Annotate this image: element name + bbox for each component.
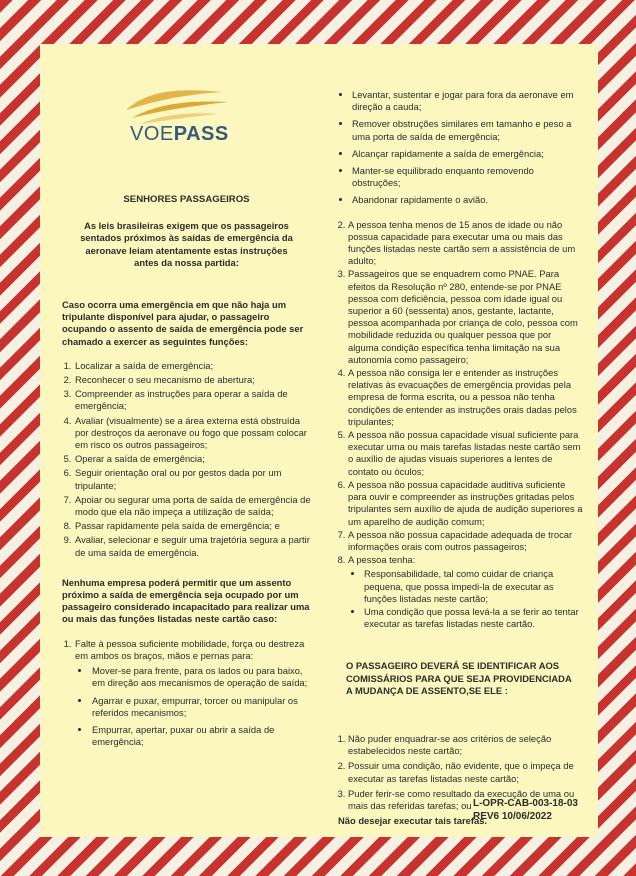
condition-text: Falte à pessoa suficiente mobilidade, força ou destreza em ambos os braços, mãos e pernas para: [75,637,305,661]
condition-8-bullets [348,568,584,630]
bullet-item: • Alcançar rapidamente a saída de emergência; [352,148,584,160]
bullet-item: • Uma condição que possa levá-la a se ferir ao tentar executar as tarefas listadas neste cartão. [364,606,584,630]
emergency-heading: Caso ocorra uma emergência em que não haja um tripulante disponível para ajudar, o passageiro ocupando o assento de saída de emergência pode ser chamado a exercer as seguintes funções: [62,299,304,347]
right-column [336,89,584,827]
bullet-item: • Mover-se para frente, para os lados ou para baixo, em direção aos mecanismos de operação de saída; [91,665,311,689]
doc-code-text: L-OPR-CAB-003-18-03 [472,798,578,809]
mobility-bullets [75,665,311,748]
condition-item [74,638,311,749]
bullet-item: • Manter-se equilibrado enquanto removendo obstruções; [352,165,584,189]
mobility-bullets-continued [336,89,584,207]
functions-list [62,360,311,559]
condition-item: 7. A pessoa não possua capacidade adequada de trocar informações orais com outros passageiros; [348,529,584,553]
function-item: 9. Avaliar, selecionar e seguir uma trajetória segura a partir de uma saída de emergência. [74,534,311,558]
function-item: 4. Avaliar (visualmente) se a área externa está obstruída por destroços da aeronave ou fogo que possam colocar em risco os outros passageiros; [74,415,311,452]
condition-item: 6. A pessoa não possua capacidade auditiva suficiente para ouvir e compreender as instruções gritadas pelos tripulantes sem auxílio de ajuda de audição superiores a um aparelho de audição comum; [348,479,584,528]
condition-item: 3. Passageiros que se enquadrem como PNAE. Para efeitos da Resolução nº 280, entende-se por PNAE pessoa com deficiência, pessoa com idade igual ou superior a 60 (sessenta) anos, gestante, lactante, pessoa acompanhada por criança de colo, pessoa com mobilidade reduzida ou qualquer pessoa que por alguma condição específica tenha limitação na sua autonomia como passageiro; [348,268,584,366]
conditions-list-continued [336,219,584,631]
condition-item [348,554,584,630]
document-code [473,797,578,823]
function-item: 2. Reconhecer o seu mecanismo de abertura; [74,374,311,386]
condition-text: A pessoa tenha: [348,554,416,566]
bullet-item: • Abandonar rapidamente o avião. [352,194,584,206]
no-company-text: Nenhuma empresa poderá permitir que um assento próximo a saída de emergência seja ocupado por um passageiro considerado incapacitado para realizar uma ou mais das funções listadas neste cartão caso: [62,576,310,625]
bullet-item: • Levantar, sustentar e jogar para fora da aeronave em direção a cauda; [352,89,584,113]
condition-item: 4. A pessoa não consiga ler e entender as instruções relativas às evacuações de emergência providas pela empresa de forma escrita, ou a pessoa não tenha condições de entender as instruções orais dadas pelos tripulantes; [348,367,584,428]
safety-card [40,44,598,837]
bullet-item: • Remover obstruções similares em tamanho e peso a uma porta de saída de emergência; [352,118,584,142]
conditions-list-start [62,638,311,749]
revision-text: REV6 10/06/2022 [472,811,552,822]
logo-text-voe: VOE [130,123,174,145]
function-item: 6. Seguir orientação oral ou por gestos dada por um tripulante; [74,467,311,491]
function-item: 5. Operar a saída de emergência; [74,453,311,465]
function-item: 3. Compreender as instruções para operar a saída de emergência; [74,388,311,412]
card-title: SENHORES PASSAGEIROS [123,194,250,205]
left-column [62,84,311,753]
voepass-logo [118,84,311,154]
bullet-item: • Responsabilidade, tal como cuidar de criança pequena, que possa impedi-la de executar as funções listadas neste cartão; [364,568,584,605]
bullet-item: • Empurrar, apertar, puxar ou abrir a saída de emergência; [91,724,311,748]
logo-wordmark [130,123,229,145]
condition-item: 2. A pessoa tenha menos de 15 anos de idade ou não possua capacidade para executar uma ou mais das funções listadas neste cartão sem a assistência de um adulto; [348,219,584,268]
logo-text-pass: PASS [173,123,229,145]
function-item: 1. Localizar a saída de emergência; [74,360,311,372]
warning-text: O PASSAGEIRO DEVERÁ SE IDENTIFICAR AOS COMISSÁRIOS PARA QUE SEJA PROVIDENCIADA A MUDANÇA DE ASSENTO,SE ELE : [346,660,572,696]
condition-item: 5. A pessoa não possua capacidade visual suficiente para executar uma ou mais tarefas listadas neste cartão sem o auxílio de ajudas visuais superiores a lentes de contato ou óculos; [348,429,584,478]
no-desire-text: Não desejar executar tais tarefas. [338,815,488,827]
bullet-item: • Agarrar e puxar, empurrar, torcer ou manipular os referidos mecanismos; [91,695,311,719]
intro-text: As leis brasileiras exigem que os passageiros sentados próximos às saídas de emergência da aeronave leiam atentamente estas instruções antes da nossa partida: [80,220,293,268]
final-item: 2. Possuir uma condição, não evidente, que o impeça de executar as tarefas listadas neste cartão; [348,760,584,784]
function-item: 7. Apoiar ou segurar uma porta de saída de emergência de modo que ela não impeça a utilização de saída; [74,494,311,518]
function-item: 8. Passar rapidamente pela saída de emergência; e [74,520,311,532]
final-item: 3. Puder ferir-se como resultado da execução de uma ou mais das referidas tarefas; ou [348,788,584,812]
final-item: 1. Não puder enquadrar-se aos critérios de seleção estabelecidos neste cartão; [348,733,584,757]
